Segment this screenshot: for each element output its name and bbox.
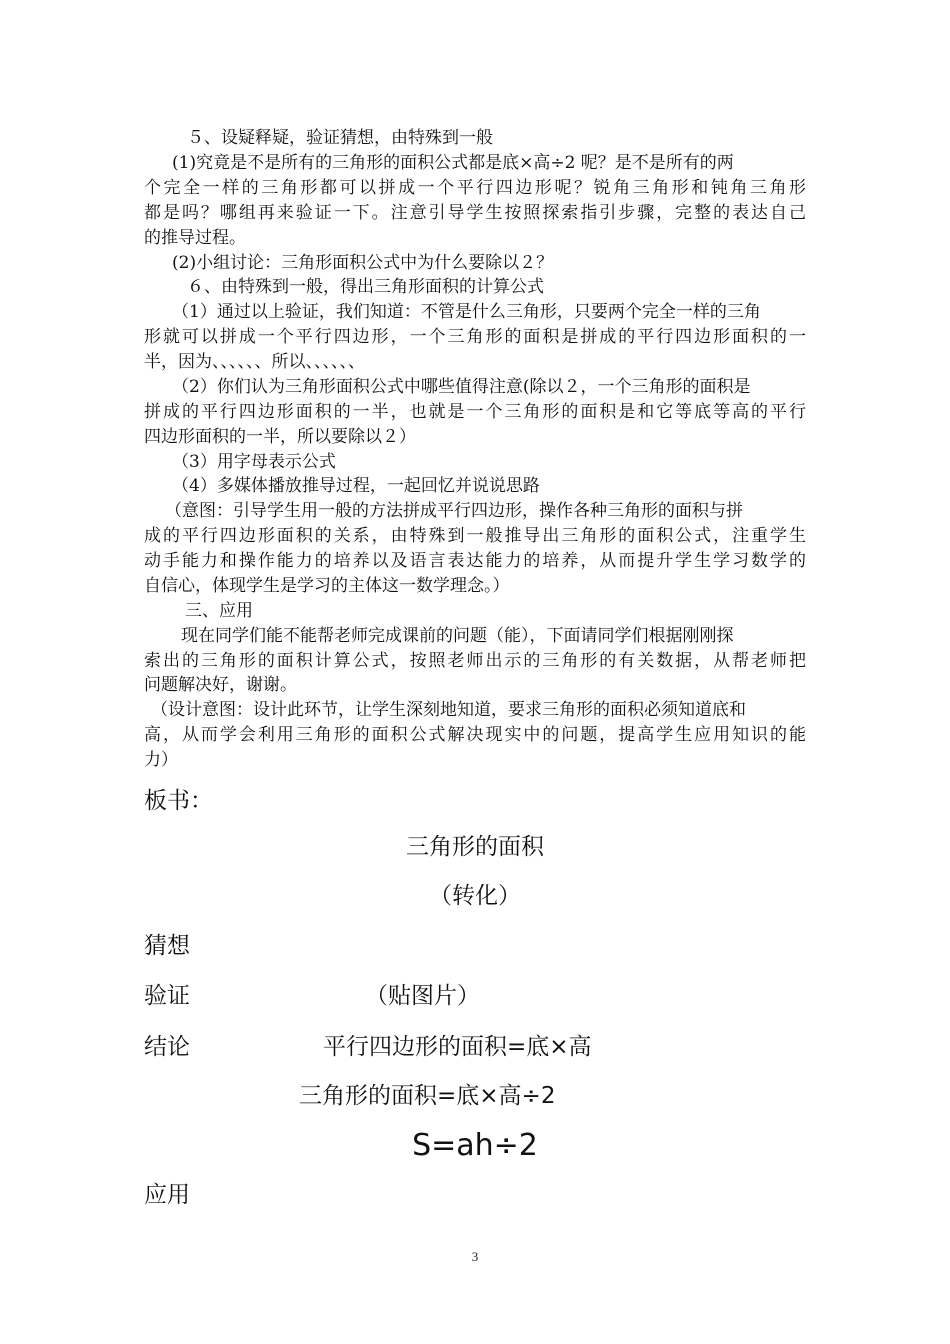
section5-p1-line4: 的推导过程。 (144, 228, 246, 248)
section5-p1-line2: 个完全一样的三角形都可以拼成一个平行四边形呢？锐角三角形和钝角三角形 (144, 178, 806, 198)
section6-intent-line3: 动手能力和操作能力的培养以及语言表达能力的培养，从而提升学生学习数学的 (144, 551, 806, 571)
board-symbolic-formula: S=ah÷2 (412, 1128, 538, 1163)
board-conclusion: 结论 (144, 1034, 190, 1060)
page-number: 3 (471, 1249, 479, 1264)
section6-p2-line3: 四边形面积的一半，所以要除以２） (144, 427, 416, 447)
section6-p4: （4）多媒体播放推导过程，一起回忆并说说思路 (172, 476, 540, 496)
section3-heading: 三、应用 (185, 601, 253, 621)
board-application: 应用 (144, 1182, 190, 1208)
board-subtitle: （转化） (429, 883, 521, 909)
section6-p2-line1: （2）你们认为三角形面积公式中哪些值得注意(除以２，一个三角形的面积是 (172, 377, 751, 397)
section6-intent-line2: 成的平行四边形面积的关系，由特殊到一般推导出三角形的面积公式，注重学生 (144, 526, 806, 546)
section6-intent-line4: 自信心，体现学生是学习的主体这一数学理念。） (144, 576, 510, 596)
section3-intent-line1: （设计意图：设计此环节，让学生深刻地知道，要求三角形的面积必须知道底和 (151, 700, 746, 720)
board-triangle-formula: 三角形的面积=底×高÷2 (299, 1083, 556, 1109)
section6-heading: ６、由特殊到一般，得出三角形面积的计算公式 (187, 277, 544, 297)
section6-p1-line1: （1）通过以上验证，我们知道：不管是什么三角形，只要两个完全一样的三角 (172, 302, 761, 322)
board-guess: 猜想 (144, 933, 190, 959)
section3-intent-line3: 力） (144, 750, 178, 770)
board-parallelogram-formula: 平行四边形的面积=底×高 (323, 1034, 592, 1060)
section5-p1-line1: (1)究竟是不是所有的三角形的面积公式都是底×高÷2 呢？是不是所有的两 (172, 153, 734, 173)
section6-p1-line2: 形就可以拼成一个平行四边形，一个三角形的面积是拼成的平行四边形面积的一 (144, 327, 806, 347)
section3-p1-line2: 索出的三角形的面积计算公式，按照老师出示的三角形的有关数据，从帮老师把 (144, 651, 806, 671)
section3-p1-line1: 现在同学们能不能帮老师完成课前的问题（能），下面请同学们根据刚刚探 (181, 626, 734, 646)
section3-intent-line2: 高，从而学会利用三角形的面积公式解决现实中的问题，提高学生应用知识的能 (144, 725, 806, 745)
section3-p1-line3: 问题解决好，谢谢。 (144, 675, 297, 695)
section5-p2: (2)小组讨论：三角形面积公式中为什么要除以２？ (172, 253, 554, 273)
section6-p1-line3: 半，因为、、、、、、所以、、、、、、 (144, 352, 365, 372)
board-label: 板书： (144, 788, 213, 814)
section6-p2-line2: 拼成的平行四边形面积的一半，也就是一个三角形的面积是和它等底等高的平行 (144, 402, 806, 422)
section5-heading: ５、设疑释疑，验证猜想，由特殊到一般 (187, 128, 493, 148)
section6-p3: （3）用字母表示公式 (172, 452, 336, 472)
board-verify: 验证 (144, 983, 190, 1009)
section5-p1-line3: 都是吗？哪组再来验证一下。注意引导学生按照探索指引步骤，完整的表达自己 (144, 203, 806, 223)
section6-intent-line1: （意图：引导学生用一般的方法拼成平行四边形，操作各种三角形的面积与拼 (165, 501, 743, 521)
board-verify-note: （贴图片） (365, 983, 480, 1009)
board-title: 三角形的面积 (406, 834, 544, 860)
